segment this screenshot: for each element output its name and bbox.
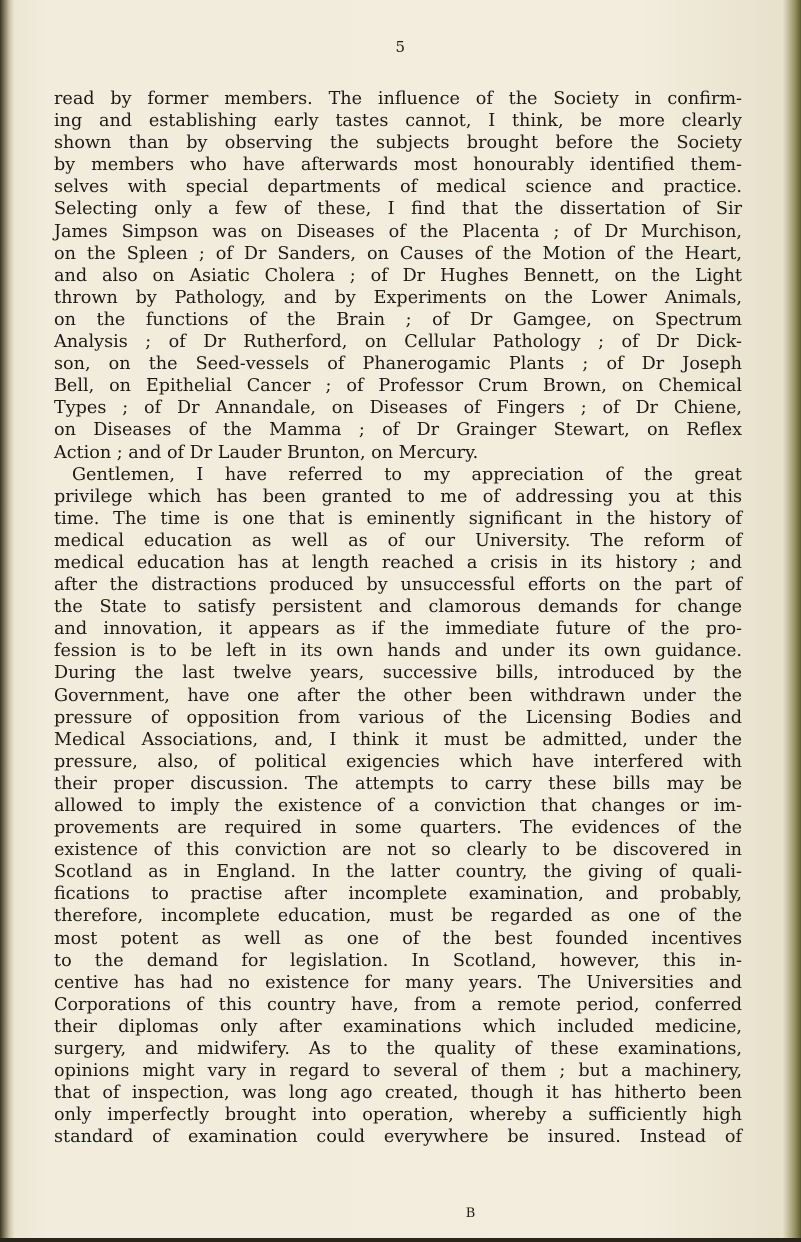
text-line: Corporations of this country have, from a remote period, conferred [54,994,742,1015]
text-line: most potent as well as one of the best founded incentives [54,928,742,949]
text-line: time. The time is one that is eminently significant in the history of [54,508,742,529]
text-line: and also on Asiatic Cholera ; of Dr Hughes Bennett, on the Light [54,265,742,286]
text-line: fession is to be left in its own hands and under its own guidance. [54,641,742,662]
text-line: Medical Associations, and, I think it must be admitted, under the [54,729,742,750]
text-line: shown than by observing the subjects brought before the Society [54,133,742,154]
text-line: read by former members. The influence of the Society in confirm- [54,89,742,109]
text-line: after the distractions produced by unsuccessful efforts on the part of [54,575,742,596]
text-line: Government, have one after the other been withdrawn under the [54,685,742,706]
text-line: Types ; of Dr Annandale, on Diseases of Fingers ; of Dr Chiene, [54,398,742,419]
text-line: medical education as well as of our University. The reform of [54,530,742,551]
text-line: During the last twelve years, successive bills, introduced by the [54,663,742,684]
text-line: Action ; and of Dr Lauder Brunton, on Mercury. [54,442,479,463]
text-line: Analysis ; of Dr Rutherford, on Cellular Pathology ; of Dr Dick- [54,332,742,353]
text-line: on the functions of the Brain ; of Dr Gamgee, on Spectrum [54,309,742,330]
page-edge [783,0,801,1242]
text-line: standard of examination could everywhere be insured. Instead of [54,1127,742,1148]
page-bottom-edge [0,1238,801,1242]
text-line: on the Spleen ; of Dr Sanders, on Causes of the Motion of the Heart, [54,243,742,264]
text-line: fications to practise after incomplete examination, and probably, [54,884,742,905]
text-line: medical education has at length reached a crisis in its history ; and [54,552,742,573]
text-line: by members who have afterwards most honourably identified them- [54,155,742,176]
text-line: their diplomas only after examinations which included medicine, [54,1016,742,1037]
text-line: allowed to imply the existence of a conviction that changes or im- [54,796,742,816]
text-line: that of inspection, was long ago created, though it has hitherto been [54,1083,742,1104]
text-line: pressure of opposition from various of the Licensing Bodies and [54,707,742,728]
text-line: son, on the Seed-vessels of Phanerogamic Plants ; of Dr Joseph [54,354,742,375]
text-line: Gentlemen, I have referred to my appreciation of the great [72,464,742,485]
text-line: centive has had no existence for many years. The Universities and [54,972,742,993]
text-line: pressure, also, of political exigencies which have interfered with [54,751,742,772]
text-line: therefore, incomplete education, must be regarded as one of the [54,906,742,927]
signature-mark: B [465,1206,476,1221]
text-line: the State to satisfy persistent and clamorous demands for change [54,597,742,618]
text-line: opinions might vary in regard to several of them ; but a machinery, [54,1061,742,1082]
text-line: existence of this conviction are not so clearly to be discovered in [54,840,742,861]
text-line: Scotland as in England. In the latter country, the giving of quali- [54,862,742,883]
text-line: only imperfectly brought into operation, whereby a sufficiently high [54,1105,742,1126]
text-line: James Simpson was on Diseases of the Placenta ; of Dr Murchison, [54,221,742,242]
text-line: to the demand for legislation. In Scotland, however, this in- [54,950,742,971]
text-line: surgery, and midwifery. As to the quality of these examinations, [54,1039,742,1060]
text-line: their proper discussion. The attempts to carry these bills may be [54,773,742,794]
text-line: privilege which has been granted to me of addressing you at this [54,486,742,507]
text-line: and innovation, it appears as if the immediate future of the pro- [54,619,742,640]
text-line: on Diseases of the Mamma ; of Dr Grainger Stewart, on Reflex [54,420,742,441]
body-text [54,88,742,1149]
text-line: ing and establishing early tastes cannot, I think, be more clearly [54,111,742,132]
binding-edge [0,0,14,1242]
page-number: 5 [395,38,406,56]
text-line: selves with special departments of medical science and practice. [54,177,742,198]
text-line: provements are required in some quarters. The evidences of the [54,818,742,839]
text-line: thrown by Pathology, and by Experiments on the Lower Animals, [54,287,742,308]
text-line: Selecting only a few of these, I find that the dissertation of Sir [54,199,742,220]
text-line: Bell, on Epithelial Cancer ; of Professor Crum Brown, on Chemical [54,376,742,397]
